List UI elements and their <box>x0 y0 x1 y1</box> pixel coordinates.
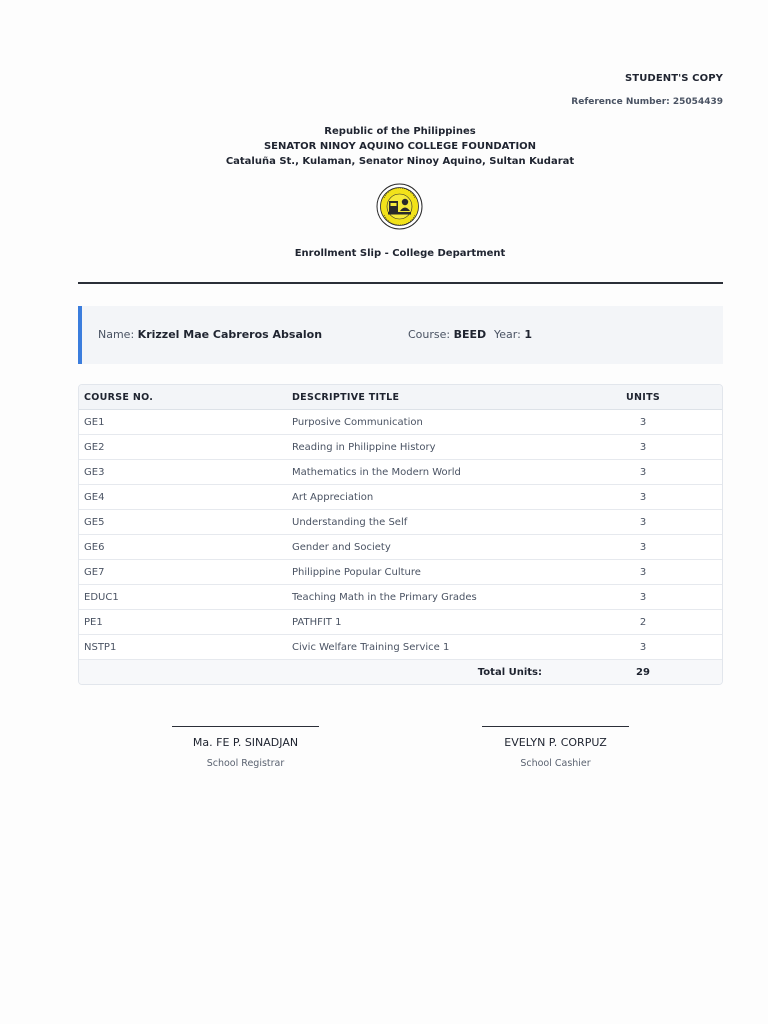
header-line-college: SENATOR NINOY AQUINO COLLEGE FOUNDATION <box>263 141 537 152</box>
descriptive-title-cell: Art Appreciation <box>287 485 564 510</box>
course-no-cell: NSTP1 <box>79 635 287 660</box>
units-cell: 3 <box>564 585 722 610</box>
total-units-label: Total Units: <box>287 660 564 685</box>
course-no-cell: PE1 <box>79 610 287 635</box>
student-course-field <box>408 328 486 341</box>
table-row <box>79 510 722 535</box>
slip-title: Enrollment Slip - College Department <box>294 248 506 259</box>
student-name-field <box>98 328 322 341</box>
table-row <box>79 410 722 435</box>
descriptive-title-cell: Civic Welfare Training Service 1 <box>287 635 564 660</box>
copy-label: STUDENT'S COPY <box>624 73 723 84</box>
units-cell: 3 <box>564 485 722 510</box>
table-row <box>79 485 722 510</box>
descriptive-title-cell: Reading in Philippine History <box>287 435 564 460</box>
reference-number: Reference Number: 25054439 <box>571 97 723 107</box>
student-info-box <box>78 306 723 364</box>
descriptive-title-cell: Understanding the Self <box>287 510 564 535</box>
registrar-signature-line <box>172 726 319 727</box>
units-cell: 3 <box>564 435 722 460</box>
table-row <box>79 635 722 660</box>
units-cell: 3 <box>564 460 722 485</box>
total-spacer-cell <box>79 660 287 685</box>
student-name-value: Krizzel Mae Cabreros Absalon <box>137 328 323 341</box>
total-units-value: 29 <box>564 660 722 685</box>
course-no-cell: GE6 <box>79 535 287 560</box>
student-year-value: 1 <box>524 328 532 341</box>
cashier-role: School Cashier <box>520 758 591 769</box>
table-header-row <box>79 385 722 410</box>
registrar-role: School Registrar <box>206 758 285 769</box>
units-cell: 3 <box>564 410 722 435</box>
student-name-label: Name: <box>98 328 135 341</box>
descriptive-title-cell: Purposive Communication <box>287 410 564 435</box>
cashier-signature-block <box>482 726 629 769</box>
student-year-label: Year: <box>494 328 521 341</box>
column-header-units: UNITS <box>564 385 722 410</box>
units-cell: 3 <box>564 635 722 660</box>
course-no-cell: GE4 <box>79 485 287 510</box>
cashier-signature-line <box>482 726 629 727</box>
student-course-value: BEED <box>453 328 487 341</box>
course-no-cell: GE3 <box>79 460 287 485</box>
course-no-cell: GE1 <box>79 410 287 435</box>
college-seal-logo <box>376 183 423 230</box>
header-line-address: Cataluña St., Kulaman, Senator Ninoy Aquino, Sultan Kudarat <box>225 156 575 167</box>
cashier-name: EVELYN P. CORPUZ <box>504 736 607 749</box>
descriptive-title-cell: PATHFIT 1 <box>287 610 564 635</box>
registrar-name: Ma. FE P. SINADJAN <box>192 736 299 749</box>
course-no-cell: GE5 <box>79 510 287 535</box>
table-row <box>79 535 722 560</box>
course-no-cell: GE2 <box>79 435 287 460</box>
column-header-course-no: COURSE NO. <box>79 385 287 410</box>
descriptive-title-cell: Mathematics in the Modern World <box>287 460 564 485</box>
student-course-label: Course: <box>408 328 451 341</box>
course-no-cell: EDUC1 <box>79 585 287 610</box>
units-cell: 3 <box>564 535 722 560</box>
units-cell: 2 <box>564 610 722 635</box>
descriptive-title-cell: Teaching Math in the Primary Grades <box>287 585 564 610</box>
units-cell: 3 <box>564 560 722 585</box>
header-divider <box>78 282 723 284</box>
column-header-descriptive-title: DESCRIPTIVE TITLE <box>287 385 564 410</box>
descriptive-title-cell: Philippine Popular Culture <box>287 560 564 585</box>
table-row <box>79 460 722 485</box>
registrar-signature-block <box>172 726 319 769</box>
student-year-field <box>494 328 532 341</box>
table-row <box>79 560 722 585</box>
course-no-cell: GE7 <box>79 560 287 585</box>
descriptive-title-cell: Gender and Society <box>287 535 564 560</box>
units-cell: 3 <box>564 510 722 535</box>
header-line-republic: Republic of the Philippines <box>324 126 476 137</box>
table-row <box>79 435 722 460</box>
total-units-row <box>79 660 722 685</box>
table-row <box>79 610 722 635</box>
institution-header <box>0 124 768 169</box>
courses-table <box>78 384 723 685</box>
table-row <box>79 585 722 610</box>
